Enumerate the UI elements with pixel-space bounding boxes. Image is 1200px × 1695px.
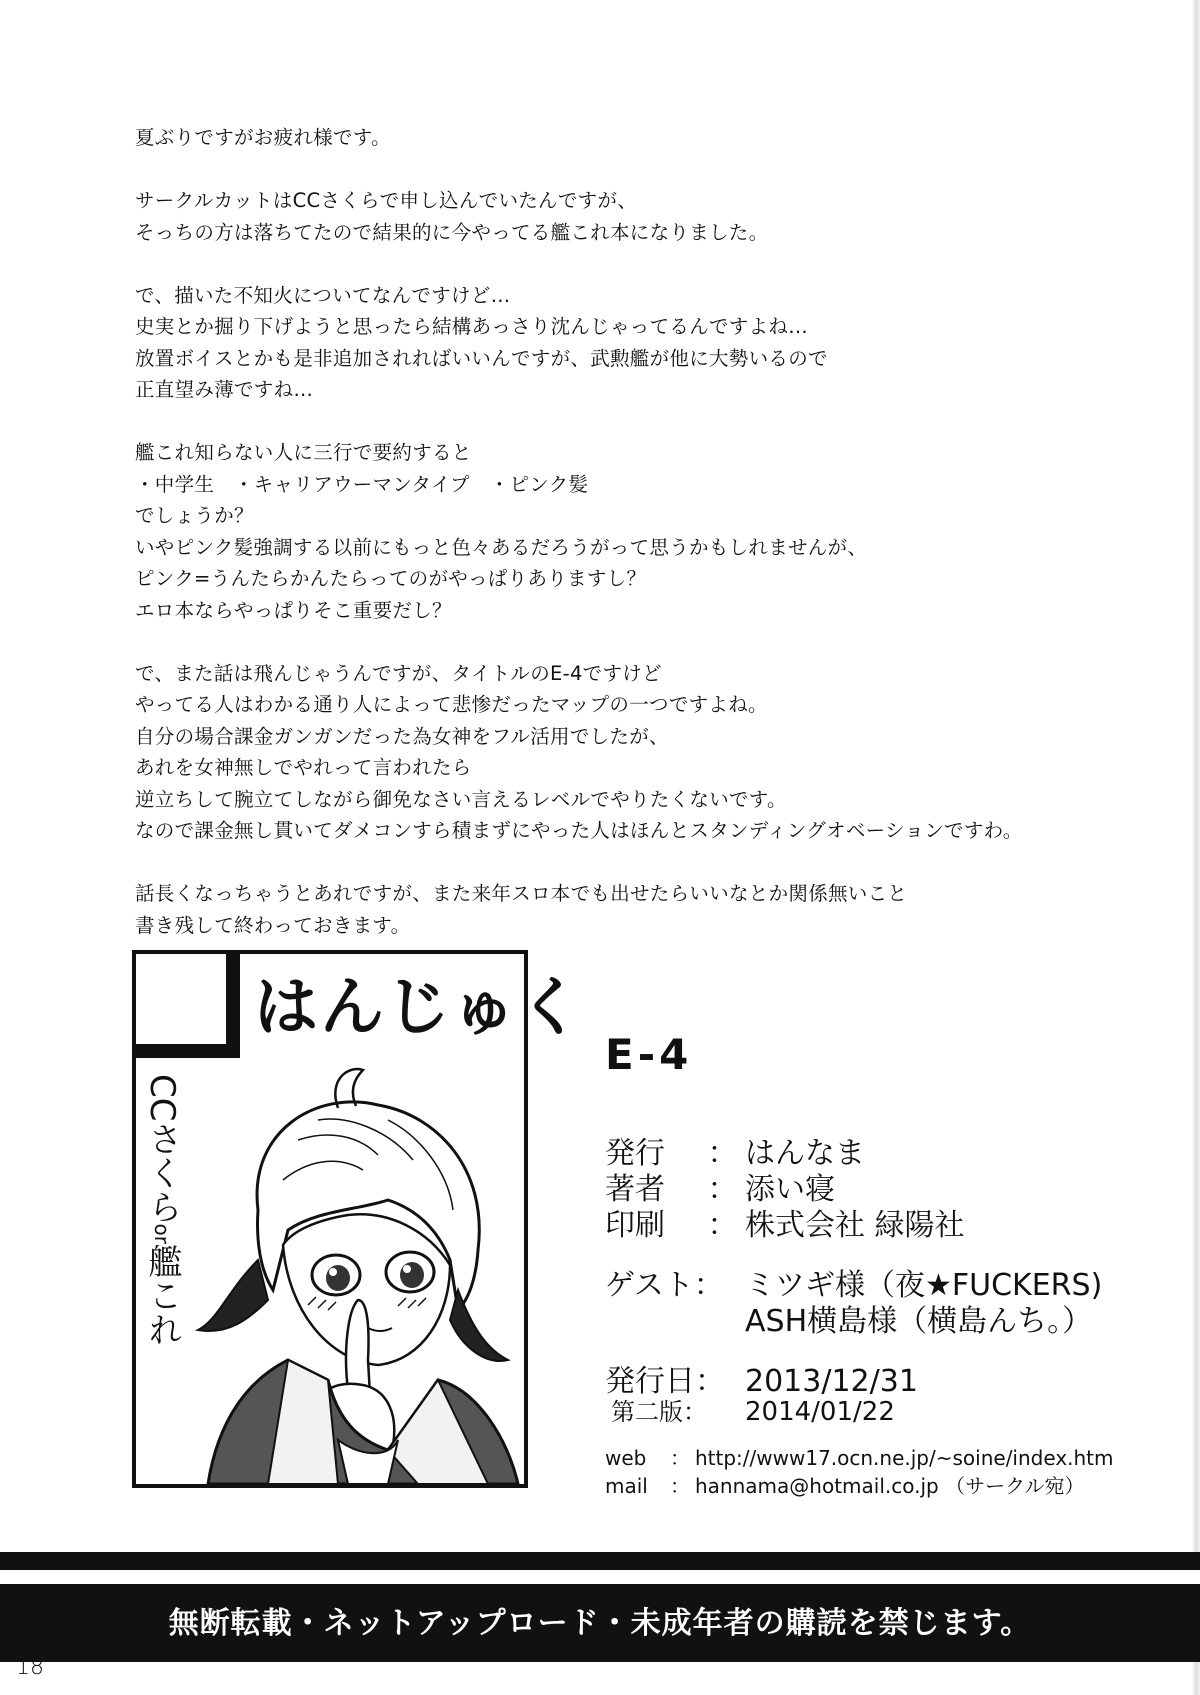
colon: ：	[707, 1172, 738, 1207]
afterword-paragraph	[135, 878, 1135, 941]
page-number: 18	[16, 1655, 44, 1680]
afterword-paragraph	[135, 280, 1135, 406]
afterword-text	[135, 122, 1135, 973]
web-label: web	[605, 1446, 647, 1470]
edition-row	[605, 1392, 895, 1428]
right-pupil	[400, 1262, 424, 1288]
afterword-paragraph	[135, 658, 1135, 847]
afterword-line: 正直望み薄ですね…	[135, 378, 314, 401]
edition-label: 第二版：	[611, 1398, 707, 1426]
date-value: 2013/12/31	[745, 1364, 918, 1399]
guest-row-2	[605, 1296, 1092, 1340]
afterword-line: 史実とか掘り下げようと思ったら結構あっさり沈んじゃってるんですよね…	[135, 315, 809, 338]
afterword-line: 夏ぶりですがお疲れ様です。	[135, 126, 391, 149]
afterword-line: いやピンク髪強調する以前にもっと色々あるだろうがって思うかもしれませんが、	[135, 535, 868, 559]
genre-line-2: 艦これ	[142, 1243, 182, 1346]
footer-rule	[0, 1552, 1200, 1570]
afterword-line: 話長くなっちゃうとあれですが、また来年スロ本でも出せたらいいなとか関係無いこと	[135, 882, 908, 905]
book-title: E-4	[605, 1030, 693, 1079]
afterword-paragraph	[135, 437, 1135, 626]
guest-label: ゲスト：	[605, 1268, 724, 1303]
afterword-line: でしょうか？	[135, 504, 254, 527]
afterword-line: なので課金無し貫いてダメコンすら積まずにやった人はほんとスタンディングオベーションですわ。	[135, 819, 1023, 842]
right-eye-highlight	[403, 1265, 411, 1273]
character-illustration	[188, 1060, 520, 1484]
colon: ：	[707, 1208, 738, 1243]
author-value: 添い寝	[745, 1172, 835, 1207]
afterword-line: サークルカットはCCさくらで申し込んでいたんですが、	[135, 189, 638, 212]
mail-address: hannama@hotmail.co.jp （サークル宛）	[695, 1474, 1085, 1498]
colon: ：	[707, 1136, 738, 1171]
web-row	[605, 1442, 1114, 1471]
footer-rule-gap	[0, 1570, 1200, 1584]
afterword-line: 逆立ちして腕立てしながら御免なさい言えるレベルでやりたくないです。	[135, 787, 787, 811]
afterword-line: エロ本ならやっぱりそこ重要だし？	[135, 598, 452, 622]
circle-genre	[142, 1074, 182, 1346]
web-url: http://www17.ocn.ne.jp/~soine/index.htm	[695, 1446, 1114, 1470]
genre-or: or	[150, 1223, 174, 1244]
afterword-line: で、また話は飛んじゃうんですが、タイトルのE-4ですけど	[135, 661, 662, 685]
page-edge-shadow	[1192, 0, 1200, 1695]
afterword-line: 書き残して終わっておきます。	[135, 913, 411, 937]
circle-cut-checkbox	[136, 954, 240, 1058]
colon: ：	[670, 1446, 690, 1470]
circle-cut	[132, 950, 584, 1488]
printer-value: 株式会社 緑陽社	[745, 1208, 965, 1243]
afterword-line: そっちの方は落ちてたので結果的に今やってる艦これ本になりました。	[135, 220, 769, 244]
guest-1: ミツギ様（夜★FUCKERS)	[745, 1268, 1103, 1303]
afterword-line: ・中学生 ・キャリアウーマンタイプ ・ピンク髪	[135, 472, 589, 496]
edition-value: 2014/01/22	[745, 1397, 895, 1427]
afterword-paragraph	[135, 122, 1135, 154]
afterword-line: で、描いた不知火についてなんですけど…	[135, 283, 511, 307]
mail-label: mail	[605, 1474, 648, 1498]
genre-line-1: CCさくら	[142, 1074, 182, 1224]
date-label: 発行日：	[605, 1364, 725, 1399]
publisher-label: 発行	[605, 1136, 665, 1171]
afterword-line: ピンク=うんたらかんたらってのがやっぱりありますし？	[135, 567, 647, 590]
afterword-line: 艦これ知らない人に三行で要約すると	[135, 441, 472, 464]
left-pupil	[326, 1265, 350, 1291]
left-eye-highlight	[329, 1268, 337, 1276]
printer-row	[605, 1200, 965, 1244]
legal-notice: 無断転載・ネットアップロード・未成年者の購読を禁じます。	[168, 1606, 1032, 1641]
afterword-line: やってる人はわかる通り人によって悲惨だったマップの一つですよね。	[135, 693, 768, 716]
afterword-paragraph	[135, 185, 1135, 248]
printer-label: 印刷	[605, 1208, 665, 1243]
guest-2: ASH横島様（横島んち。）	[745, 1304, 1093, 1339]
publisher-value: はんなま	[745, 1136, 865, 1171]
afterword-line: あれを女神無しでやれって言われたら	[135, 756, 472, 779]
colon: ：	[670, 1474, 690, 1498]
afterword-line: 自分の場合課金ガンガンだった為女神をフル活用でしたが、	[135, 724, 669, 748]
afterword-line: 放置ボイスとかも是非追加されればいいんですが、武勲艦が他に大勢いるので	[135, 346, 828, 370]
circle-name: はんじゅく	[254, 970, 584, 1045]
author-label: 著者	[605, 1172, 665, 1207]
mail-row	[605, 1470, 1085, 1499]
